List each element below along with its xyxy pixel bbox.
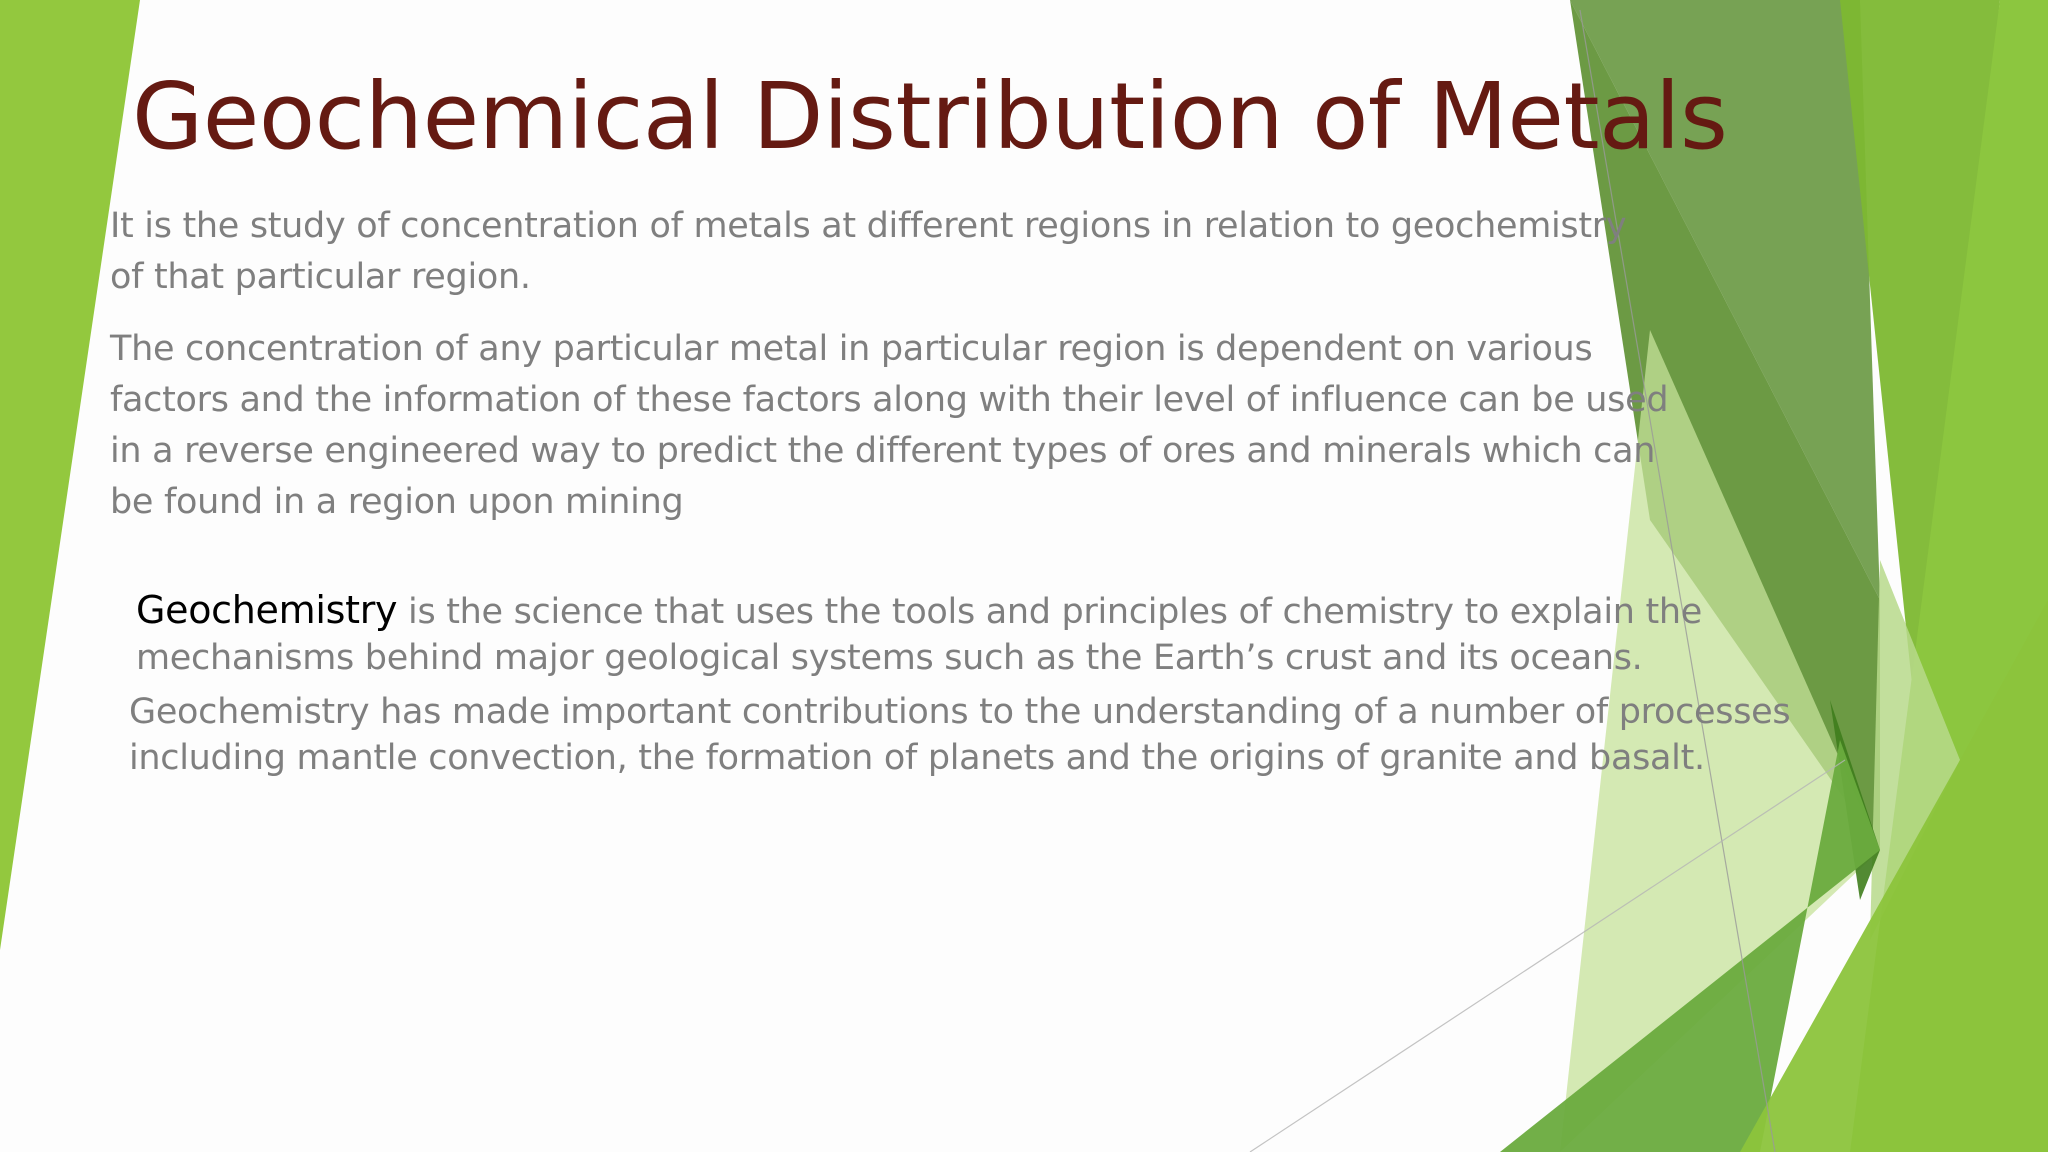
- geochemistry-term: Geochemistry: [136, 588, 398, 632]
- slide-title: Geochemical Distribution of Metals: [132, 63, 1728, 170]
- geochemistry-definition-text: is the science that uses the tools and principles of chemistry to explain the mechanisms behind major geological systems such as the Earth’s crust and its oceans.: [136, 592, 1702, 678]
- paragraph-definition: It is the study of concentration of metals at different regions in relation to geochemistry of that particular region.: [110, 206, 1627, 297]
- paragraph-geochemistry-definition: [136, 587, 1776, 681]
- paragraph-concentration: The concentration of any particular metal in particular region is dependent on various factors and the information of these factors along with their level of influence can be used in a reverse engineered way to predict the different types of ores and minerals which can be found in a region upon mining: [110, 329, 1669, 522]
- paragraph-contributions: Geochemistry has made important contributions to the understanding of a number of processes including mantle convection, the formation of planets and the origins of granite and basalt.: [129, 692, 1791, 778]
